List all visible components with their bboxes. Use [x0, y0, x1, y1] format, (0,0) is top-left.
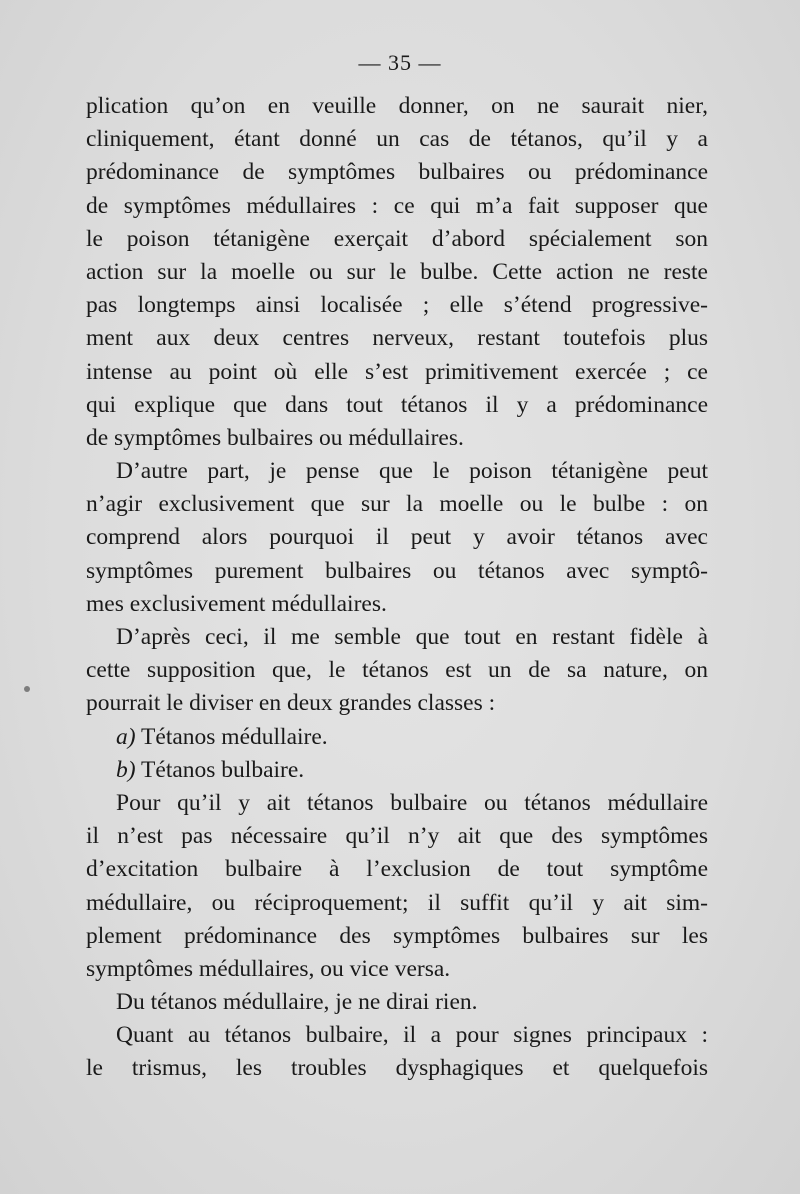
text-line: pourrait le diviser en deux grandes classes : [86, 690, 496, 717]
text-line: qui explique que dans tout tétanos il y a prédominance [86, 391, 708, 418]
list-item-b [86, 754, 708, 787]
text-line: ment aux deux centres nerveux, restant toutefois plus [86, 325, 708, 352]
text-line: D’après ceci, il me semble que tout en restant fidèle à [116, 624, 708, 650]
text-line: cliniquement, étant donné un cas de tétanos, qu’il y a [86, 126, 708, 153]
list-marker-b: b) [116, 756, 136, 783]
text-line: Du tétanos médullaire, je ne dirai rien. [116, 989, 478, 1016]
text-line: cette supposition que, le tétanos est un de sa nature, on [86, 657, 708, 684]
text-line: plication qu’on en veuille donner, on ne saurait nier, [86, 93, 708, 119]
ink-spot [24, 686, 30, 692]
text-line: de symptômes médullaires : ce qui m’a fait supposer que [86, 192, 708, 219]
list-item-a [86, 721, 708, 754]
text-line: action sur la moelle ou sur le bulbe. Cette action ne reste [86, 258, 708, 285]
text-line: le trismus, les troubles dysphagiques et quelquefois [86, 1055, 708, 1082]
text-line: le poison tétanigène exerçait d’abord spécialement son [86, 225, 708, 252]
text-line: il n’est pas nécessaire qu’il n’y ait que des symptômes [86, 823, 708, 850]
list-item-text: Tétanos médullaire. [141, 723, 328, 750]
text-line: pas longtemps ainsi localisée ; elle s’étend progressive- [86, 292, 708, 319]
text-line: prédominance de symptômes bulbaires ou prédominance [86, 159, 708, 186]
list-item-text: Tétanos bulbaire. [141, 756, 305, 783]
body-text [86, 90, 708, 1086]
text-line: comprend alors pourquoi il peut y avoir tétanos avec [86, 524, 708, 551]
list-marker-a: a) [116, 723, 136, 750]
text-line: symptômes purement bulbaires ou tétanos avec symptô- [86, 557, 708, 584]
text-line: Pour qu’il y ait tétanos bulbaire ou tétanos médullaire [116, 789, 708, 816]
text-line: D’autre part, je pense que le poison tétanigène peut [116, 458, 708, 485]
text-line: médullaire, ou réciproquement; il suffit qu’il y ait sim- [86, 889, 708, 916]
text-line: plement prédominance des symptômes bulbaires sur les [86, 922, 708, 949]
page-number: — 35 — [358, 50, 442, 75]
text-line: mes exclusivement médullaires. [86, 590, 387, 617]
text-line: Quant au tétanos bulbaire, il a pour signes principaux : [116, 1022, 708, 1049]
text-line: symptômes médullaires, ou vice versa. [86, 955, 451, 982]
text-line: intense au point où elle s’est primitivement exercée ; ce [86, 358, 708, 385]
text-line: d’excitation bulbaire à l’exclusion de tout symptôme [86, 856, 708, 883]
text-line: de symptômes bulbaires ou médullaires. [86, 424, 464, 451]
text-line: n’agir exclusivement que sur la moelle ou le bulbe : on [86, 491, 708, 518]
